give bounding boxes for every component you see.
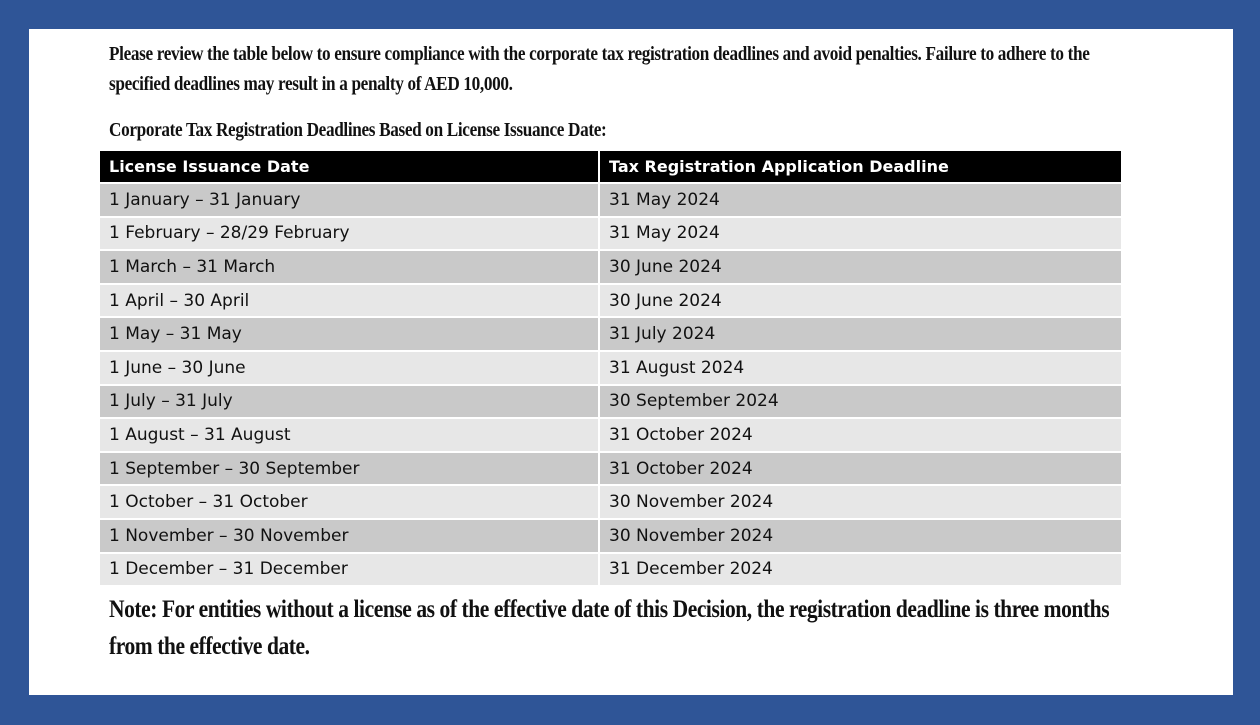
intro-paragraph: Please review the table below to ensure compliance with the corporate tax registration deadlines and avoid penalties. Failure to adhere to the specified deadlines may result in a penalty of AED 10,000. bbox=[109, 43, 1090, 95]
note-text: For entities without a license as of the effective date of this Decision, the registration deadline is three months from the effective date. bbox=[109, 596, 1110, 660]
table-row bbox=[100, 452, 1121, 486]
deadline-cell: 30 September 2024 bbox=[599, 385, 1121, 419]
issuance-period-cell: 1 June – 30 June bbox=[100, 351, 599, 385]
header-license-issuance-date: License Issuance Date bbox=[100, 151, 599, 183]
table-row bbox=[100, 418, 1121, 452]
issuance-period-cell: 1 January – 31 January bbox=[100, 183, 599, 217]
document-card bbox=[29, 29, 1233, 695]
issuance-period-cell: 1 May – 31 May bbox=[100, 317, 599, 351]
table-row bbox=[100, 519, 1121, 553]
table-row bbox=[100, 485, 1121, 519]
issuance-period-cell: 1 March – 31 March bbox=[100, 250, 599, 284]
issuance-period-cell: 1 August – 31 August bbox=[100, 418, 599, 452]
deadline-cell: 31 May 2024 bbox=[599, 217, 1121, 251]
table-row bbox=[100, 284, 1121, 318]
table-row bbox=[100, 217, 1121, 251]
table-row bbox=[100, 317, 1121, 351]
deadline-cell: 30 November 2024 bbox=[599, 485, 1121, 519]
deadline-cell: 31 December 2024 bbox=[599, 553, 1121, 586]
note-paragraph bbox=[109, 591, 1150, 665]
header-registration-deadline: Tax Registration Application Deadline bbox=[599, 151, 1121, 183]
deadline-cell: 31 October 2024 bbox=[599, 418, 1121, 452]
table-row bbox=[100, 250, 1121, 284]
issuance-period-cell: 1 February – 28/29 February bbox=[100, 217, 599, 251]
table-row bbox=[100, 385, 1121, 419]
deadline-cell: 31 July 2024 bbox=[599, 317, 1121, 351]
deadline-cell: 30 June 2024 bbox=[599, 284, 1121, 318]
deadline-cell: 30 November 2024 bbox=[599, 519, 1121, 553]
note-label: Note: bbox=[109, 596, 157, 623]
deadline-cell: 31 May 2024 bbox=[599, 183, 1121, 217]
table-row bbox=[100, 183, 1121, 217]
table-row bbox=[100, 351, 1121, 385]
issuance-period-cell: 1 July – 31 July bbox=[100, 385, 599, 419]
issuance-period-cell: 1 December – 31 December bbox=[100, 553, 599, 586]
deadline-cell: 31 August 2024 bbox=[599, 351, 1121, 385]
deadline-cell: 30 June 2024 bbox=[599, 250, 1121, 284]
table-row bbox=[100, 553, 1121, 586]
deadlines-table bbox=[100, 151, 1121, 585]
deadline-cell: 31 October 2024 bbox=[599, 452, 1121, 486]
issuance-period-cell: 1 April – 30 April bbox=[100, 284, 599, 318]
issuance-period-cell: 1 October – 31 October bbox=[100, 485, 599, 519]
issuance-period-cell: 1 September – 30 September bbox=[100, 452, 599, 486]
issuance-period-cell: 1 November – 30 November bbox=[100, 519, 599, 553]
table-header-row bbox=[100, 151, 1121, 183]
table-title: Corporate Tax Registration Deadlines Based on License Issuance Date: bbox=[109, 119, 607, 141]
